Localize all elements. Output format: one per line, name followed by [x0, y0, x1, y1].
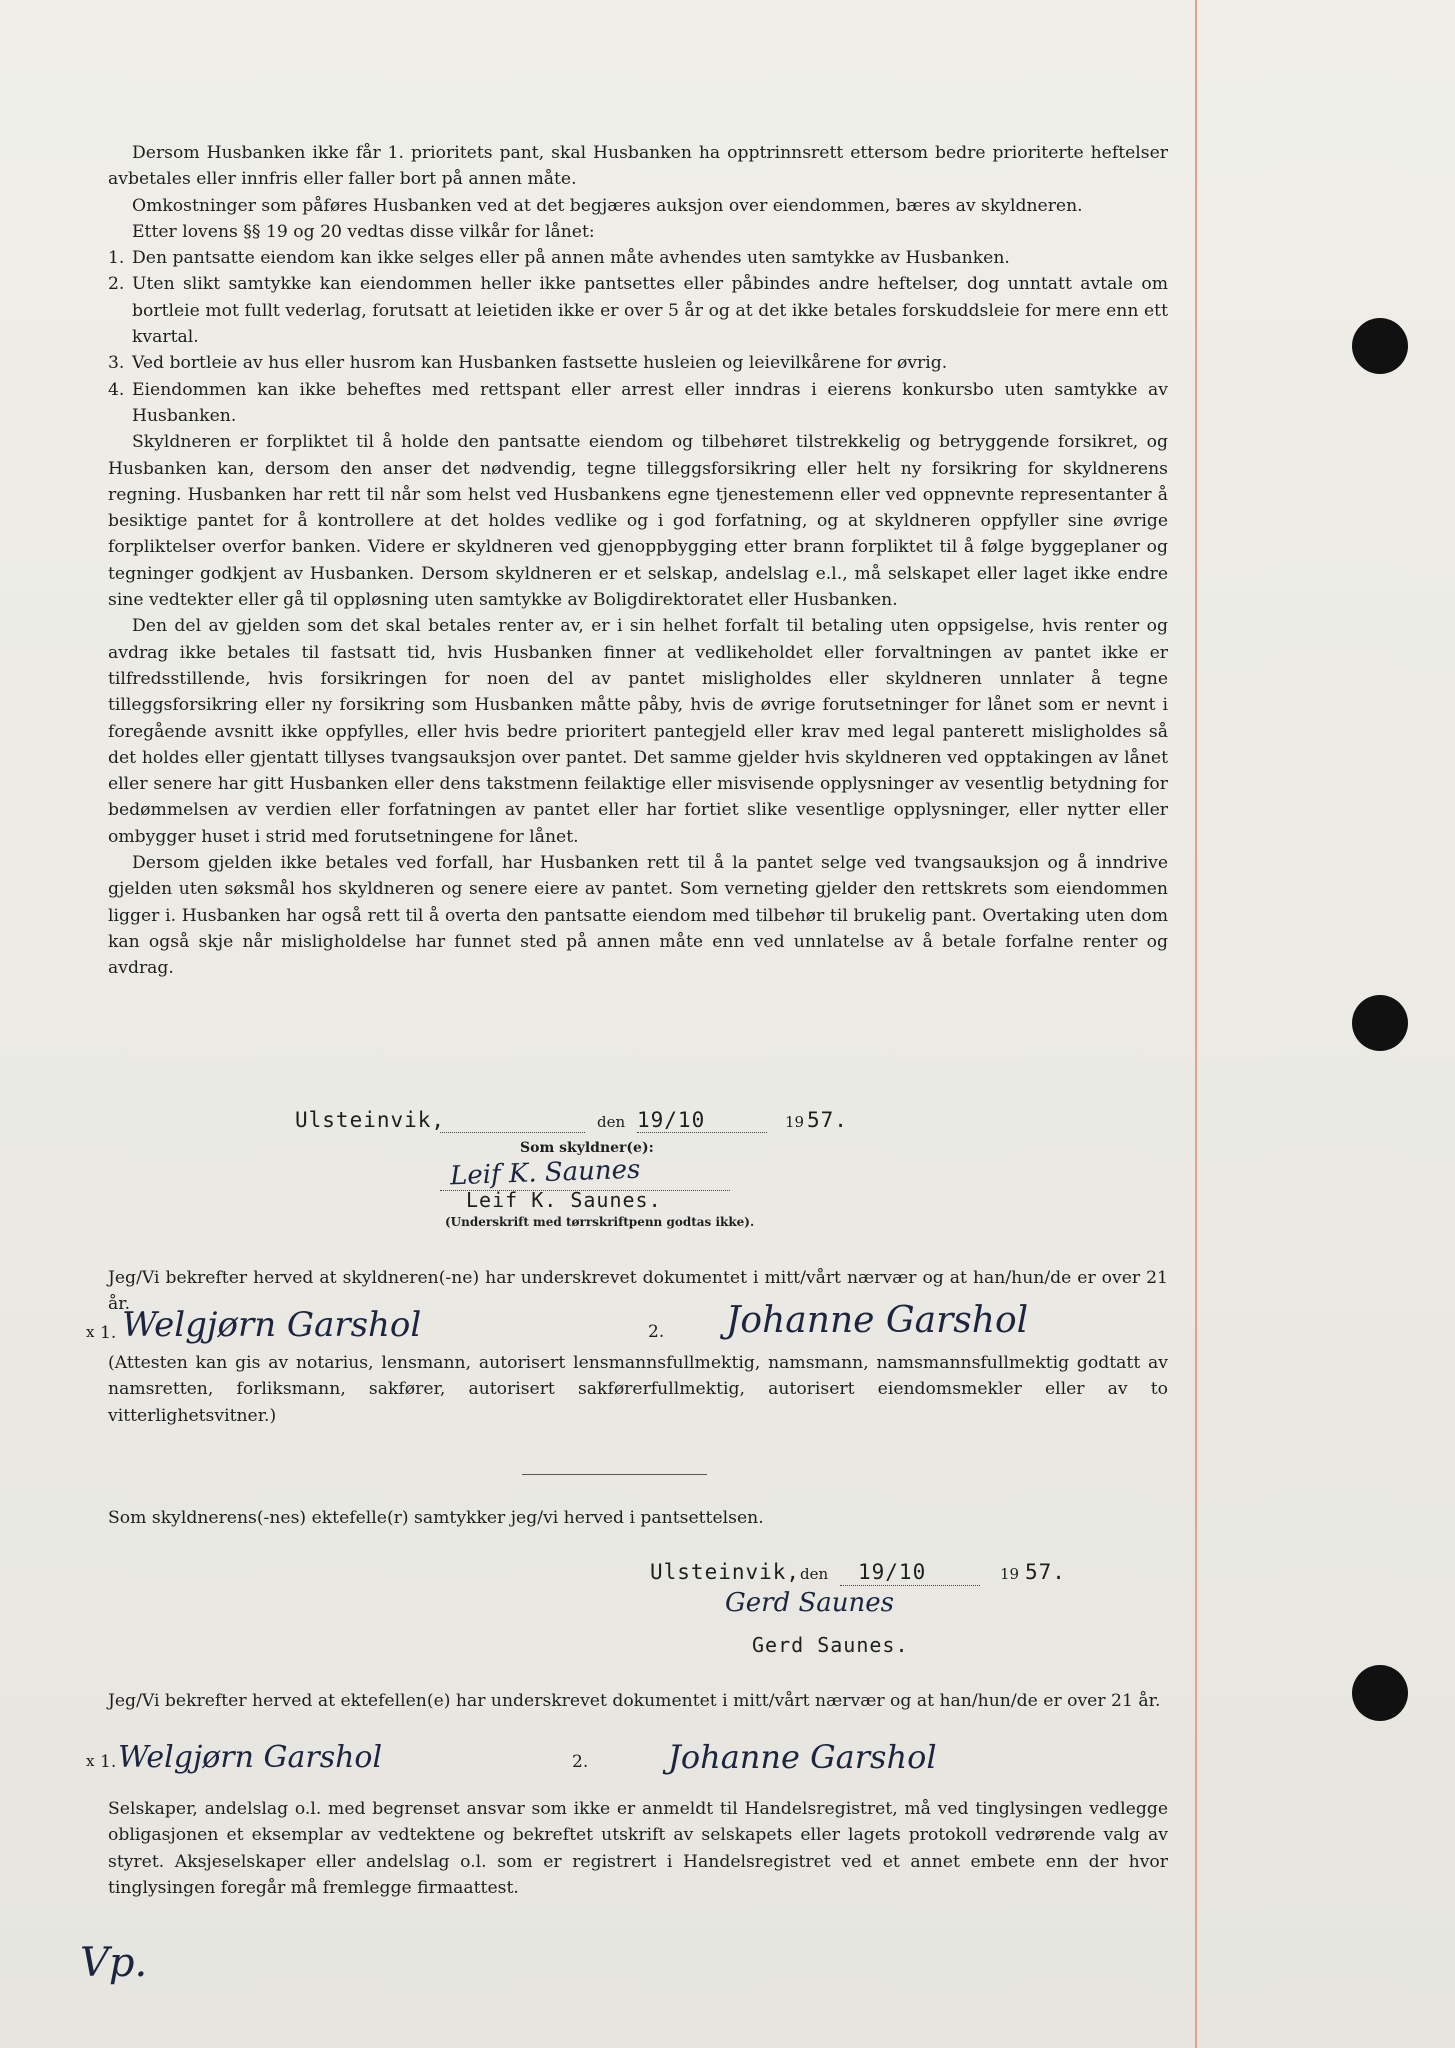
item-text: Eiendommen kan ikke beheftes med rettspant eller arrest eller inndras i eierens konkursbo uten samtykke av Husbanken.	[132, 379, 1168, 426]
witness-2-signature: Johanne Garshol	[668, 1738, 937, 1776]
spouse-consent-text: Som skyldnerens(-nes) ektefelle(r) samtykker jeg/vi herved i pantsettelsen.	[108, 1508, 764, 1528]
witness-1-signature: Welgjørn Garshol	[122, 1305, 422, 1345]
witness-1-signature: Welgjørn Garshol	[118, 1740, 383, 1775]
signature-image: Leif K. Saunes	[449, 1154, 641, 1192]
initials: Vp.	[80, 1940, 148, 1986]
dotted-line	[637, 1132, 767, 1133]
dotted-line	[440, 1132, 585, 1133]
witness-number: 2.	[572, 1752, 589, 1772]
paragraph: Etter lovens §§ 19 og 20 vedtas disse vilkår for lånet:	[132, 221, 595, 242]
witness-mark: x	[86, 1752, 95, 1770]
attest-text: Jeg/Vi bekrefter herved at ektefellen(e) har underskrevet dokumentet i mitt/vårt nærvær og at han/hun/de er over 21 år.	[108, 1691, 1161, 1711]
witness-number: 2.	[648, 1322, 665, 1342]
list-item	[108, 377, 1168, 430]
dotted-line	[840, 1585, 980, 1586]
footer-text: Selskaper, andelslag o.l. med begrenset ansvar som ikke er anmeldt til Handelsregistret, må ved tinglysingen vedlegge obligasjonen et eksemplar av vedtektene og bekreftet utskrift av selskapets eller lagets protokoll vedrørende valg av styret. Aksjeselskaper eller andelslag o.l. som er registrert i Handelsregistret ved et annet embete enn der hvor tinglysingen foregår må fremlegge firmaattest.	[108, 1799, 1168, 1898]
spouse-signature-image: Gerd Saunes	[725, 1588, 895, 1618]
sign-date: 19/10	[858, 1560, 927, 1584]
year-suffix: 57.	[1025, 1560, 1066, 1584]
witness-number: 1.	[100, 1323, 117, 1343]
paragraph: Den del av gjelden som det skal betales renter av, er i sin helhet forfalt til betaling uten oppsigelse, hvis renter og avdrag ikke betales til fastsatt tid, hvis Husbanken finner at vedlikeholdet eller forvaltningen av pantet ikke er tilfredsstillende, hvis forsikringen for noen del av pantet misligholdes eller skyldneren unnlater å tegne tilleggsforsikring eller ny forsikring som Husbanken måtte påby, hvis de øvrige forutsetninger for lånet som er nevnt i foregående avsnitt ikke oppfylles, eller hvis bedre prioritert pantegjeld eller krav med legal panterett misligholdes så det holdes eller gjentatt tillyses tvangsauksjon over pantet. Det samme gjelder hvis skyldneren ved opptakingen av lånet eller senere har gitt Husbanken eller dens takstmenn feilaktige eller misvisende opplysninger av vesentlig betydning for bedømmelsen av verdien eller forfatningen av pantet eller har fortiet slike vesentlige opplysninger, eller nytter eller ombygger huset i strid med forutsetningene for lånet.	[108, 616, 1168, 847]
debtor-name: Leif K. Saunes.	[466, 1188, 662, 1212]
item-number: 3.	[108, 353, 125, 374]
margin-line	[1195, 0, 1197, 2048]
sign-place: Ulsteinvik,	[650, 1560, 801, 1584]
paragraph: Dersom gjelden ikke betales ved forfall, har Husbanken rett til å la pantet selge ved tvangsauksjon og å inndrive gjelden uten søksmål hos skyldneren og senere eiere av pantet. Som verneting gjelder den rettskrets som eiendommen ligger i. Husbanken har også rett til å overta den pantsatte eiendom med tilbehør til brukelig pant. Overtaking uten dom kan også skje når misligholdelse har funnet sted på annen måte enn ved unnlatelse av å betale forfalne renter og avdrag.	[108, 853, 1168, 979]
terms-text	[108, 140, 1168, 982]
den-label: den	[597, 1113, 626, 1131]
role-label: Som skyldner(e):	[520, 1140, 654, 1156]
item-text: Ved bortleie av hus eller husrom kan Husbanken fastsette husleien og leievilkårene for øvrig.	[132, 353, 948, 374]
attest-text: Jeg/Vi bekrefter herved at skyldneren(-ne) har underskrevet dokumentet i mitt/vårt nærvær og at han/hun/de er over 21 år.	[108, 1268, 1168, 1315]
witness-mark: x	[86, 1323, 95, 1341]
item-number: 2.	[108, 274, 125, 295]
year-prefix: 19	[1000, 1565, 1020, 1583]
punch-hole	[1352, 995, 1408, 1051]
punch-hole	[1352, 318, 1408, 374]
divider	[522, 1474, 707, 1475]
list-item	[108, 271, 1168, 350]
year-suffix: 57.	[807, 1108, 848, 1132]
paragraph: Dersom Husbanken ikke får 1. prioritets pant, skal Husbanken ha opptrinnsrett ettersom bedre prioriterte heftelser avbetales eller innfris eller faller bort på annen måte.	[108, 143, 1168, 190]
paragraph: Skyldneren er forpliktet til å holde den pantsatte eiendom og tilbehøret tilstrekkelig og betryggende forsikret, og Husbanken kan, dersom den anser det nødvendig, tegne tilleggsforsikring eller helt ny forsikring for skyldnerens regning. Husbanken har rett til når som helst ved Husbankens egne tjenestemenn eller ved oppnevnte representanter å besiktige pantet for å kontrollere at det holdes vedlike og i god forfatning, og at skyldneren oppfyller sine øvrige forpliktelser overfor banken. Videre er skyldneren ved gjenoppbygging etter brann forpliktet til å følge byggeplaner og tegninger godkjent av Husbanken. Dersom skyldneren er et selskap, andelslag e.l., må selskapet eller laget ikke endre sine vedtekter eller gå til oppløsning uten samtykke av Boligdirektoratet eller Husbanken.	[108, 432, 1168, 611]
attest-note: (Attesten kan gis av notarius, lensmann, autorisert lensmannsfullmektig, namsmann, namsmannsfullmektig godtatt av namsretten, forliksmann, sakfører, autorisert sakførerfullmektig, autorisert eiendomsmekler eller av to vitterlighetsvitner.)	[108, 1353, 1168, 1426]
punch-hole	[1352, 1665, 1408, 1721]
sign-date: 19/10	[637, 1108, 706, 1132]
item-text: Den pantsatte eiendom kan ikke selges eller på annen måte avhendes uten samtykke av Husbanken.	[132, 248, 1010, 269]
witness-2-signature: Johanne Garshol	[726, 1300, 1029, 1341]
item-text: Uten slikt samtykke kan eiendommen heller ikke pantsettes eller påbindes andre heftelser, dog unntatt avtale om bortleie mot fullt vederlag, forutsatt at leietiden ikke er over 5 år og at det ikke betales forskuddsleie for mere enn ett kvartal.	[132, 274, 1168, 348]
sign-place: Ulsteinvik,	[295, 1108, 446, 1132]
witness-number: 1.	[100, 1752, 117, 1772]
list-item	[108, 245, 1168, 271]
item-number: 1.	[108, 248, 125, 269]
list-item	[108, 350, 1168, 376]
den-label: den	[800, 1565, 829, 1583]
signature-note: (Underskrift med tørrskriftpenn godtas ikke).	[445, 1215, 755, 1229]
paragraph: Omkostninger som påføres Husbanken ved at det begjæres auksjon over eiendommen, bæres av skyldneren.	[132, 195, 1083, 216]
year-prefix: 19	[785, 1113, 805, 1131]
spouse-name: Gerd Saunes.	[752, 1633, 909, 1657]
item-number: 4.	[108, 379, 125, 400]
